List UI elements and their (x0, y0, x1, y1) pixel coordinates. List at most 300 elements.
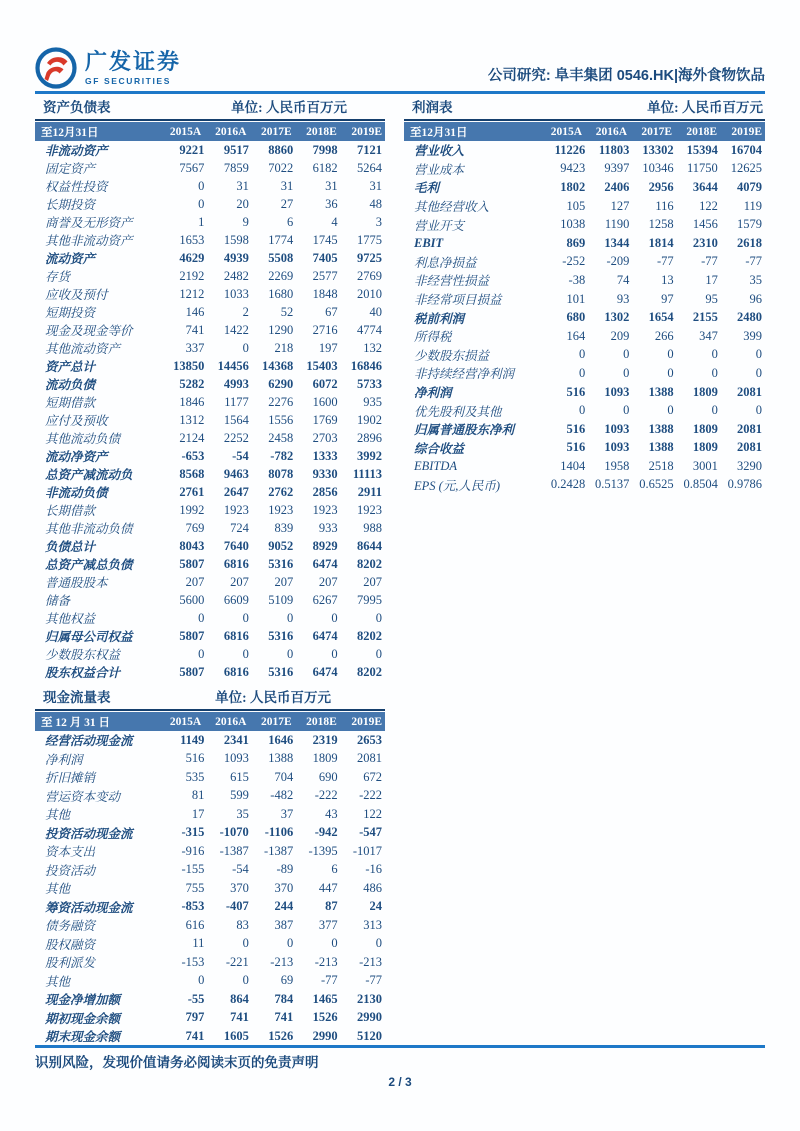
cell-value: 0 (623, 365, 630, 380)
row-label: 长期投资 (45, 198, 96, 212)
cell-value: 52 (280, 304, 294, 319)
cell-value: 1093 (604, 421, 630, 436)
cell-value: 1769 (312, 412, 338, 427)
table-row (35, 609, 385, 627)
table-row (35, 429, 385, 447)
row-label: 应收及预付 (45, 288, 108, 302)
footer-divider (35, 1045, 765, 1048)
cell-value: -213 (270, 954, 294, 969)
cell-value: 988 (363, 520, 383, 535)
cell-value: 2081 (357, 751, 383, 766)
cell-value: 11803 (598, 142, 630, 157)
row-label: 所得税 (414, 330, 452, 345)
row-label: 存货 (45, 270, 71, 284)
cell-value: 3992 (357, 448, 383, 463)
row-label: 流动净资产 (45, 450, 108, 464)
table-row (35, 357, 385, 375)
cell-value: 535 (185, 769, 205, 784)
cell-value: 0 (286, 646, 294, 661)
cell-value: 6816 (223, 664, 249, 679)
row-label: 非流动资产 (45, 144, 108, 158)
table-row (35, 285, 385, 303)
cell-value: 8929 (312, 538, 338, 553)
table-row (35, 231, 385, 249)
brand-text (85, 48, 182, 86)
table-row (404, 457, 765, 476)
row-label: 资本支出 (45, 845, 96, 860)
cell-value: 387 (274, 917, 294, 932)
cell-value: -77 (656, 254, 674, 269)
cell-value: 1923 (357, 502, 383, 517)
cell-value: 5316 (268, 664, 294, 679)
table-row (404, 383, 765, 402)
cell-value: 2577 (312, 268, 338, 283)
cell-value: 6072 (312, 376, 338, 391)
table-row (35, 1009, 385, 1028)
row-label: 综合收益 (414, 441, 465, 456)
risk-disclaimer: 识别风险，发现价值请务必阅读末页的免责声明 (35, 1055, 319, 1070)
row-label: 股东权益合计 (45, 666, 121, 680)
row-label: 营运资本变动 (45, 789, 121, 804)
row-label: 其他非流动负债 (45, 522, 133, 536)
cell-value: 5807 (179, 556, 205, 571)
table-row (35, 645, 385, 663)
cell-value: 0 (755, 347, 763, 362)
cell-value: 741 (230, 1010, 249, 1025)
row-label: 折旧摊销 (45, 771, 96, 786)
table-row (35, 1027, 385, 1046)
row-label: 流动资产 (45, 252, 96, 266)
cell-value: -89 (276, 862, 294, 877)
cell-value: -153 (181, 954, 205, 969)
row-label: 非流动负债 (45, 486, 108, 500)
table-row (35, 375, 385, 393)
year-column-header: 2016A (215, 715, 247, 728)
cell-value: 9725 (357, 250, 383, 265)
cell-value: 14456 (217, 358, 249, 373)
cell-value: -1387 (264, 843, 294, 858)
cell-value: 48 (369, 196, 383, 211)
cell-value: 218 (274, 340, 294, 355)
row-label: 营业开支 (414, 218, 465, 233)
cell-value: 864 (230, 991, 249, 1006)
cell-value: 0 (331, 646, 338, 661)
cell-value: 2319 (312, 732, 338, 747)
cell-value: 769 (185, 520, 205, 535)
table-row (35, 879, 385, 898)
row-label: 短期借款 (45, 396, 96, 410)
table-row (404, 234, 765, 253)
income-statement-caption (404, 96, 765, 121)
cell-value: 0 (242, 340, 249, 355)
cell-value: 7998 (312, 142, 338, 157)
cell-value: 1093 (604, 440, 630, 455)
cell-value: 122 (363, 806, 383, 821)
cell-value: 105 (566, 198, 586, 213)
cell-value: 1653 (179, 232, 205, 247)
cell-value: 1923 (268, 502, 294, 517)
cell-value: 0 (198, 196, 205, 211)
cell-value: 337 (185, 340, 205, 355)
row-label: 长期借款 (45, 504, 96, 518)
cell-value: 4629 (179, 250, 205, 265)
table-unit-label: 单位: 人民币百万元 (215, 690, 331, 705)
cell-value: 6182 (312, 160, 338, 175)
cell-value: 6474 (312, 664, 338, 679)
table-row (35, 591, 385, 609)
table-header-row (35, 712, 385, 731)
cell-value: 2896 (357, 430, 383, 445)
row-label: 权益性投资 (45, 180, 108, 194)
table-body (404, 141, 765, 494)
cell-value: 87 (325, 899, 338, 914)
row-label: 短期投资 (45, 306, 96, 320)
cell-value: 672 (363, 769, 383, 784)
cell-value: 207 (274, 574, 294, 589)
cell-value: 83 (236, 917, 249, 932)
table-row (35, 750, 385, 769)
cell-value: 370 (230, 880, 249, 895)
cell-value: 2155 (692, 310, 718, 325)
cell-value: 0 (711, 365, 718, 380)
cell-value: 0.5137 (595, 477, 630, 492)
cell-value: 6267 (312, 592, 338, 607)
table-row (35, 141, 385, 159)
cell-value: 3644 (692, 179, 718, 194)
header-divider (35, 91, 765, 94)
cell-value: 2518 (648, 458, 674, 473)
table-row (35, 195, 385, 213)
date-column-header: 至12月31日 (410, 126, 468, 139)
gf-securities-logo-icon (34, 46, 78, 90)
table-row (35, 731, 385, 750)
balance-sheet-table (35, 96, 385, 681)
cell-value: 0 (198, 646, 205, 661)
cell-value: 1600 (312, 394, 338, 409)
table-row (35, 447, 385, 465)
cell-value: 93 (616, 291, 630, 306)
cell-value: -222 (314, 788, 338, 803)
cash-flow-table (35, 686, 385, 1046)
table-row (35, 555, 385, 573)
row-label: 期末现金余额 (45, 1030, 121, 1045)
cell-value: -213 (314, 954, 338, 969)
cell-value: 1 (198, 214, 205, 229)
row-label: 其他非流动资产 (45, 234, 133, 248)
cell-value: 8202 (357, 628, 383, 643)
cell-value: 1093 (604, 384, 630, 399)
cell-value: 266 (654, 328, 674, 343)
cell-value: 486 (363, 880, 383, 895)
cell-value: 755 (185, 880, 205, 895)
cell-value: -916 (181, 843, 205, 858)
cell-value: 0 (667, 365, 674, 380)
cell-value: 7121 (357, 142, 383, 157)
cell-value: 1038 (560, 217, 586, 232)
cell-value: 207 (318, 574, 338, 589)
cell-value: 20 (236, 196, 249, 211)
cell-value: 10346 (642, 161, 674, 176)
brand-name-cn: 广发证券 (85, 48, 182, 74)
cell-value: 0 (375, 936, 383, 951)
balance-sheet-caption (35, 96, 385, 121)
cell-value: 5120 (357, 1028, 383, 1043)
cell-value: 2716 (312, 322, 338, 337)
row-label: 股权融资 (45, 937, 96, 952)
cell-value: -547 (359, 825, 383, 840)
cell-value: 8078 (268, 466, 294, 481)
cell-value: 2130 (357, 991, 383, 1006)
cell-value: 127 (610, 198, 630, 213)
cell-value: 615 (230, 769, 249, 784)
cell-value: -16 (365, 862, 383, 877)
cell-value: 869 (566, 235, 586, 250)
table-row (404, 420, 765, 439)
cell-value: 690 (318, 769, 338, 784)
cell-value: -1395 (308, 843, 338, 858)
cell-value: 4939 (223, 250, 249, 265)
table-row (404, 197, 765, 216)
cell-value: 7640 (223, 538, 249, 553)
cell-value: 95 (705, 291, 718, 306)
cell-value: 1598 (223, 232, 249, 247)
cell-value: 2647 (223, 484, 249, 499)
cell-value: 1564 (223, 412, 249, 427)
table-row (35, 990, 385, 1009)
cell-value: 741 (185, 322, 205, 337)
cell-value: 0 (198, 973, 205, 988)
cell-value: 146 (185, 304, 205, 319)
year-column-header: 2018E (306, 125, 337, 138)
cell-value: 9397 (604, 161, 630, 176)
cell-value: 1388 (648, 440, 674, 455)
cell-value: 616 (185, 917, 205, 932)
cell-value: -38 (568, 272, 586, 287)
cell-value: 16704 (730, 142, 763, 157)
cell-value: 6816 (223, 628, 249, 643)
row-label: 负债总计 (45, 540, 96, 554)
table-row (35, 519, 385, 537)
row-label: 净利润 (414, 386, 452, 401)
cell-value: 164 (566, 328, 586, 343)
cell-value: 1302 (604, 310, 630, 325)
cell-value: 1212 (179, 286, 205, 301)
cell-value: 2192 (179, 268, 205, 283)
brand-name-en: GF SECURITIES (85, 75, 171, 86)
year-column-header: 2017E (641, 125, 672, 138)
table-title: 现金流量表 (43, 690, 111, 705)
cell-value: 599 (230, 788, 249, 803)
cell-value: 1775 (357, 232, 383, 247)
cell-value: 1846 (179, 394, 205, 409)
cell-value: -77 (320, 973, 338, 988)
cell-value: 207 (185, 574, 205, 589)
cell-value: 5109 (268, 592, 294, 607)
row-label: 债务融资 (45, 919, 96, 934)
cell-value: 197 (318, 340, 338, 355)
cell-value: 2 (242, 304, 249, 319)
cell-value: 36 (325, 196, 338, 211)
row-label: 应付及预收 (45, 414, 108, 428)
cell-value: 15394 (686, 142, 718, 157)
table-row (35, 483, 385, 501)
table-row (35, 339, 385, 357)
cell-value: 0 (286, 610, 294, 625)
cell-value: 516 (566, 384, 586, 399)
cell-value: 15403 (306, 358, 338, 373)
cell-value: 74 (616, 272, 630, 287)
cell-value: 516 (185, 751, 205, 766)
table-row (35, 177, 385, 195)
cell-value: 1344 (604, 235, 630, 250)
cell-value: 0 (667, 347, 674, 362)
cell-value: 0 (242, 936, 249, 951)
row-label: 其他 (45, 882, 71, 897)
cell-value: 17 (191, 806, 205, 821)
cell-value: 27 (280, 196, 294, 211)
cell-value: 347 (699, 328, 718, 343)
table-row (404, 346, 765, 365)
cell-value: 5733 (357, 376, 383, 391)
report-subject-label: 公司研究: 阜丰集团 0546.HK|海外食物饮品 (487, 68, 765, 84)
cell-value: 11226 (554, 142, 586, 157)
table-row (404, 141, 765, 160)
cell-value: 97 (661, 291, 674, 306)
row-label: 商誉及无形资产 (45, 216, 133, 230)
cell-value: 704 (274, 769, 294, 784)
cell-value: 0 (578, 347, 586, 362)
cell-value: 0 (375, 610, 383, 625)
cell-value: 0 (711, 403, 718, 418)
cell-value: 1680 (268, 286, 294, 301)
cell-value: 0 (286, 936, 294, 951)
cell-value: 2990 (357, 1010, 383, 1025)
cell-value: 2480 (737, 310, 763, 325)
cell-value: 7022 (268, 160, 294, 175)
cell-value: 24 (369, 899, 383, 914)
cell-value: 1802 (560, 179, 586, 194)
cell-value: 14368 (261, 358, 294, 373)
cell-value: 116 (655, 198, 674, 213)
cell-value: 1814 (648, 235, 674, 250)
cell-value: -1017 (352, 843, 383, 858)
cell-value: 9517 (223, 142, 249, 157)
cell-value: 122 (699, 198, 718, 213)
cell-value: 2769 (357, 268, 383, 283)
table-row (404, 439, 765, 458)
row-label: 现金及现金等价 (45, 324, 133, 338)
table-header-row (404, 122, 765, 141)
cell-value: 1848 (312, 286, 338, 301)
table-header-row (35, 122, 385, 141)
cell-value: 1605 (223, 1028, 249, 1043)
cell-value: 9052 (268, 538, 294, 553)
cell-value: 0 (198, 178, 205, 193)
table-row (404, 253, 765, 272)
table-row (35, 465, 385, 483)
cell-value: -315 (181, 825, 205, 840)
cell-value: 1654 (648, 310, 674, 325)
cell-value: -482 (270, 788, 294, 803)
cell-value: 516 (566, 440, 586, 455)
cell-value: 0 (667, 403, 674, 418)
row-label: 少数股东权益 (45, 648, 121, 662)
cell-value: 2081 (737, 384, 763, 399)
cell-value: 7995 (357, 592, 383, 607)
cell-value: 7859 (223, 160, 249, 175)
cell-value: 5282 (179, 376, 205, 391)
cell-value: 43 (325, 806, 338, 821)
cell-value: 5508 (268, 250, 294, 265)
table-row (35, 898, 385, 917)
cell-value: 2482 (223, 268, 249, 283)
cell-value: -942 (314, 825, 338, 840)
cell-value: 377 (318, 917, 338, 932)
cell-value: -1070 (219, 825, 249, 840)
cell-value: 935 (363, 394, 383, 409)
cell-value: 0.8504 (683, 477, 718, 492)
cell-value: 9 (242, 214, 249, 229)
cell-value: 1456 (692, 217, 718, 232)
cell-value: 5316 (268, 556, 294, 571)
cell-value: -222 (359, 788, 383, 803)
cell-value: 96 (749, 291, 763, 306)
cell-value: 0 (578, 365, 586, 380)
cell-value: 17 (705, 272, 718, 287)
table-row (35, 303, 385, 321)
row-label: 少数股东损益 (414, 348, 490, 363)
cell-value: 2124 (179, 430, 205, 445)
cell-value: 399 (743, 328, 763, 343)
cell-value: 2276 (268, 394, 294, 409)
cash-flow-caption (35, 686, 385, 711)
cell-value: 1774 (268, 232, 294, 247)
cell-value: 2911 (357, 484, 383, 499)
table-body (35, 141, 385, 681)
cell-value: 2856 (312, 484, 338, 499)
cell-value: -77 (365, 973, 383, 988)
cell-value: 2762 (268, 484, 294, 499)
date-column-header: 至12月31日 (41, 126, 99, 139)
cell-value: 1190 (604, 217, 630, 232)
cell-value: 0 (331, 936, 338, 951)
row-label: 非经营性损益 (414, 274, 490, 289)
cell-value: 101 (566, 291, 586, 306)
cell-value: 5600 (179, 592, 205, 607)
cell-value: 1149 (180, 732, 205, 747)
cell-value: 370 (274, 880, 294, 895)
cell-value: 0 (755, 365, 763, 380)
table-row (404, 215, 765, 234)
table-row (35, 573, 385, 591)
cell-value: 35 (749, 272, 763, 287)
cell-value: 1923 (312, 502, 338, 517)
cell-value: 9330 (312, 466, 338, 481)
year-column-header: 2016A (595, 125, 627, 138)
cell-value: 2252 (223, 430, 249, 445)
cell-value: 1422 (223, 322, 249, 337)
cell-value: 3001 (692, 458, 718, 473)
table-row (35, 159, 385, 177)
table-row (35, 861, 385, 880)
row-label: 营业成本 (414, 162, 465, 177)
cell-value: 6816 (223, 556, 249, 571)
row-label: 股利派发 (45, 956, 96, 971)
row-label: 税前利润 (414, 311, 465, 326)
cell-value: 11113 (352, 466, 383, 481)
cell-value: 2010 (357, 286, 383, 301)
cell-value: 0 (755, 403, 763, 418)
